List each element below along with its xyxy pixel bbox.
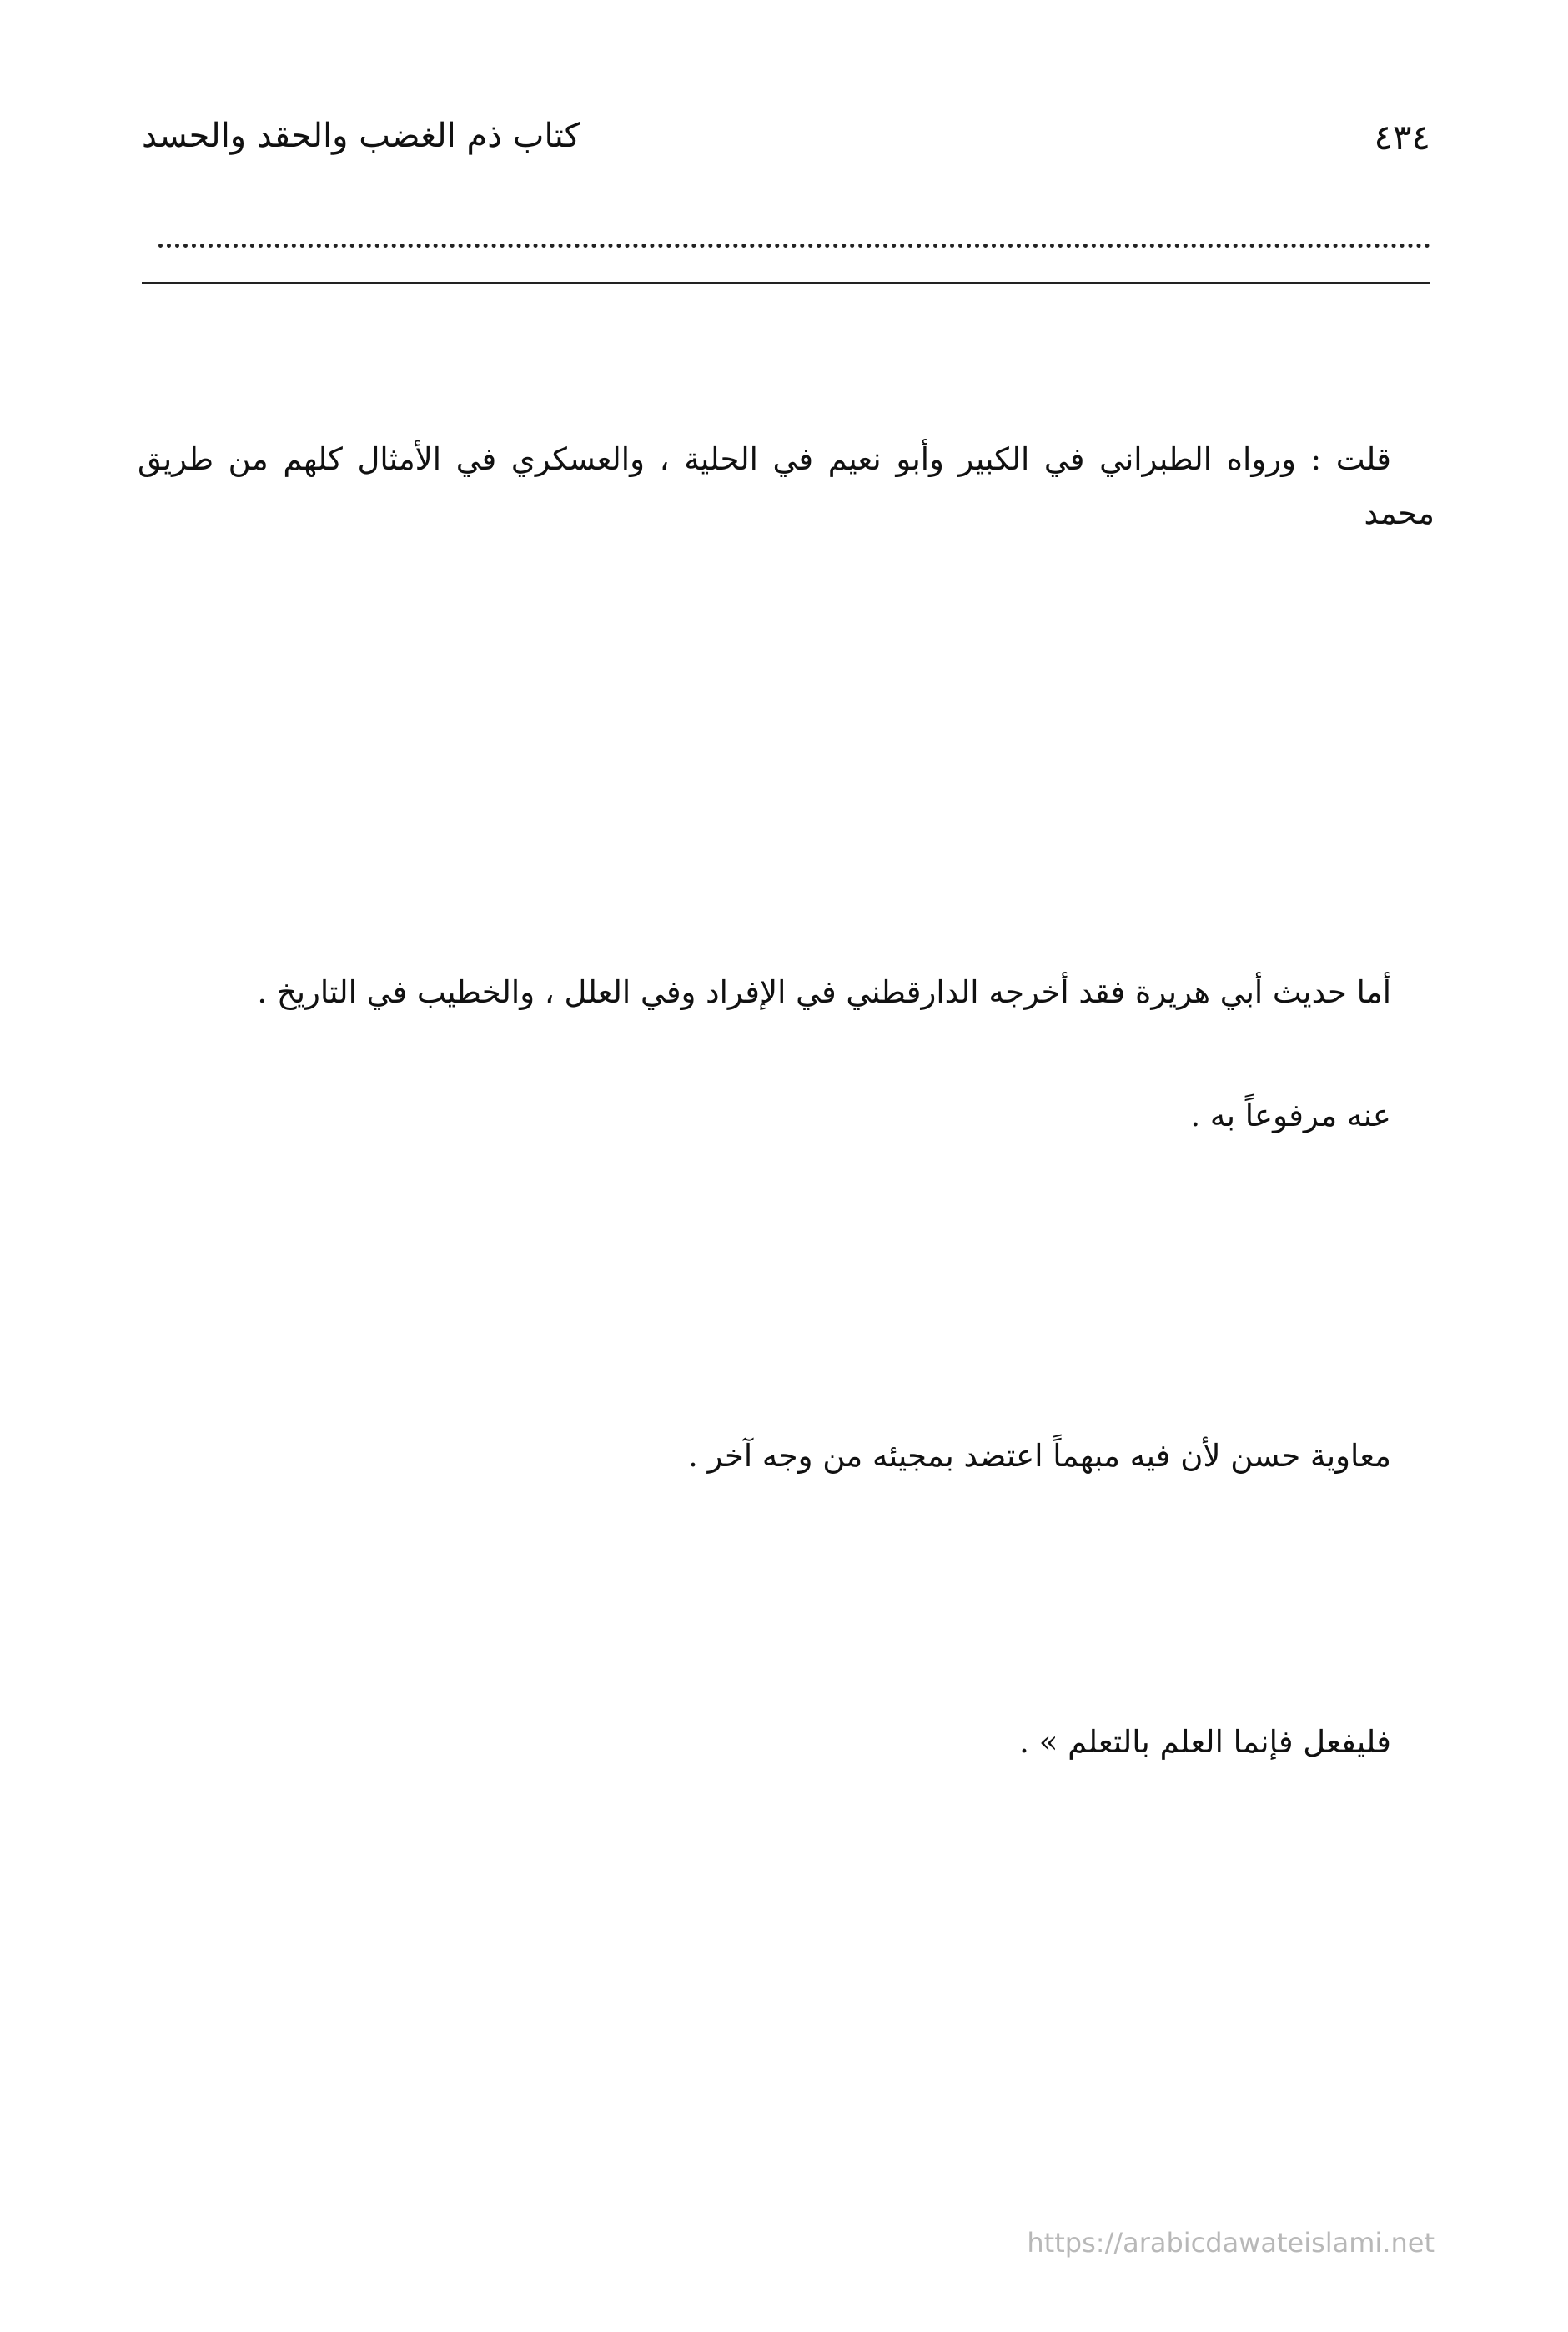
text-line: [138, 363, 1435, 417]
paragraph: [138, 718, 1435, 827]
book-title: كتاب ذم الغضب والحقد والحسد: [142, 117, 580, 155]
body-text: [138, 309, 1435, 2124]
text-line: فليفعل فإنما العلم بالتعلم » .: [1019, 1724, 1391, 1760]
text-line: أما حديث أبي هريرة فقد أخرجه الدارقطني في الإفراد وفي العلل ، والخطيب في التاريخ .: [257, 974, 1391, 1010]
text-line: [138, 1784, 1435, 1838]
text-line: [138, 1375, 1435, 1429]
text-line: [138, 1552, 1435, 1606]
dotted-divider: [158, 244, 1430, 248]
text-line: [138, 1947, 1435, 2001]
text-line: [138, 1838, 1435, 1892]
text-line: قلت : ورواه الطبراني في الكبير وأبو نعيم في الحلية ، والعسكري في الأمثال كلهم من طريق محمد: [138, 441, 1435, 531]
text-line: [138, 1661, 1435, 1715]
text-line: [138, 540, 1435, 595]
text-line: عنه مرفوعاً به .: [1190, 1098, 1391, 1133]
text-line: [138, 1034, 1435, 1088]
paragraph: [138, 1158, 1435, 1483]
paragraph: [138, 1784, 1435, 2109]
text-line: [138, 1266, 1435, 1320]
text-line: [138, 1212, 1435, 1266]
paragraph: [138, 965, 1435, 1019]
text-line: [138, 595, 1435, 649]
text-line: [138, 772, 1435, 827]
text-line: [138, 1498, 1435, 1552]
paragraph: [138, 842, 1435, 950]
text-line: [138, 2001, 1435, 2055]
watermark-url: https://arabicdawateislami.net: [1027, 2227, 1435, 2259]
text-line: [138, 842, 1435, 896]
paragraph: [138, 1034, 1435, 1143]
text-line: [138, 2055, 1435, 2109]
text-line: [138, 649, 1435, 703]
text-line: [138, 1320, 1435, 1375]
text-line: [138, 1892, 1435, 1947]
text-line: [138, 896, 1435, 950]
paragraph: [138, 432, 1435, 703]
text-line: [138, 1606, 1435, 1661]
text-line: [138, 309, 1435, 363]
header-rule: [142, 282, 1430, 284]
paragraph: [138, 309, 1435, 417]
page-number: ٤٣٤: [1374, 117, 1430, 158]
text-line: [138, 718, 1435, 772]
page-header: [142, 108, 1430, 188]
text-line: [138, 1158, 1435, 1212]
text-line: معاوية حسن لأن فيه مبهماً اعتضد بمجيئه من وجه آخر .: [688, 1438, 1391, 1474]
paragraph: [138, 1498, 1435, 1769]
